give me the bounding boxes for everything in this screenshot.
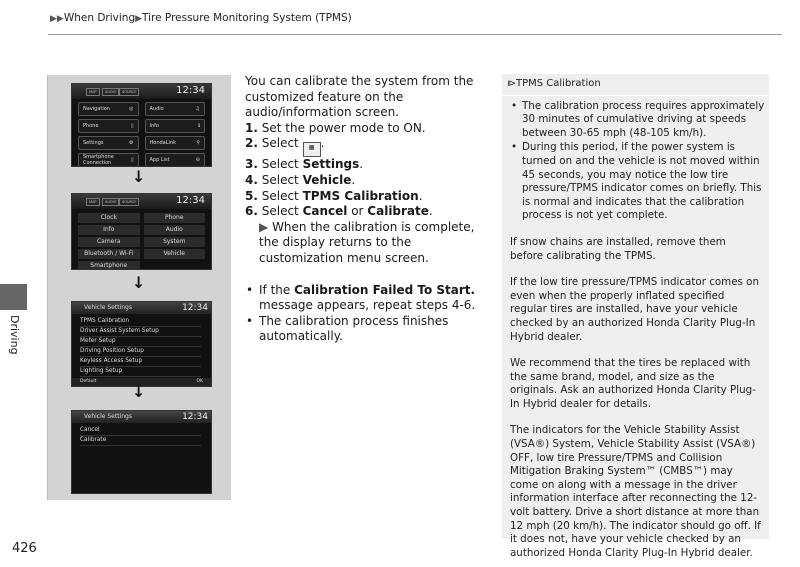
- step-number: 6.: [245, 204, 258, 219]
- page-number: 426: [12, 541, 37, 556]
- home-menu-icon: ⚲: [196, 140, 200, 146]
- map-chip: MAP: [86, 88, 100, 96]
- home-menu-button: [78, 136, 139, 150]
- step-bold: TPMS Calibration: [302, 188, 419, 203]
- settings-menu-grid: [78, 213, 205, 270]
- vehicle-settings-item: TPMS Calibration: [80, 317, 201, 327]
- screen-clock: 12:34: [182, 412, 208, 422]
- breadcrumb-section: When Driving: [63, 12, 136, 24]
- bullet-text: If the: [259, 282, 295, 297]
- note-arrow-icon: ▶: [259, 219, 269, 234]
- screen-clock: 12:34: [176, 85, 205, 96]
- screen-clock: 12:34: [176, 195, 205, 206]
- step-item: 4. Select Vehicle.: [245, 172, 356, 187]
- home-menu-icon: ▯: [130, 157, 134, 163]
- map-chip: MAP: [86, 198, 100, 206]
- note-bullet: • The calibration process requires approximately 30 minutes of cumulative driving at speeds between 30-65 mph (48-105 km/h).: [522, 100, 769, 141]
- home-menu-icon: ▯: [130, 123, 134, 129]
- step-item: 1. Set the power mode to ON.: [245, 120, 426, 135]
- step-number: 4.: [245, 172, 258, 187]
- note-bullets: [502, 100, 769, 223]
- bullet-text: message appears, repeat steps 4-6.: [259, 298, 476, 313]
- source-chip: SOURCE: [119, 88, 139, 96]
- home-menu-button: [145, 102, 206, 116]
- calibration-list: [72, 423, 211, 446]
- step-bold: Vehicle: [302, 172, 352, 187]
- vehicle-settings-item: Keyless Access Setup: [80, 357, 201, 367]
- vehicle-settings-item: Driving Position Setup: [80, 347, 201, 357]
- step-item: 5. Select TPMS Calibration.: [245, 188, 423, 203]
- settings-menu-item: Clock: [78, 213, 140, 223]
- home-menu-icon: ⚙: [129, 140, 134, 146]
- screens-figure: [48, 75, 231, 500]
- home-menu-icon: ♫: [195, 106, 200, 112]
- step-bold: Cancel: [302, 204, 348, 219]
- home-menu-label: Navigation: [83, 106, 110, 112]
- screen-topbar: [72, 194, 211, 209]
- vehicle-settings-item: Driver Assist System Setup: [80, 327, 201, 337]
- home-menu-label: Audio: [149, 106, 164, 112]
- step-bold: Settings: [302, 157, 360, 172]
- settings-menu-item: Bluetooth / Wi-Fi: [78, 249, 140, 259]
- calibration-screen: [71, 410, 212, 494]
- step-item: 2. Select ▦ .: [245, 136, 495, 157]
- calibration-option: Cancel: [80, 426, 201, 436]
- step-number: 1.: [245, 120, 258, 135]
- settings-menu-item: Info: [78, 225, 140, 235]
- home-menu-icon: ⊖: [195, 157, 200, 163]
- note-title-text: TPMS Calibration: [516, 78, 601, 89]
- vehicle-settings-item: Lighting Setup: [80, 367, 201, 377]
- vehicle-settings-header: [72, 411, 211, 423]
- home-menu-button: [78, 119, 139, 133]
- screen-topbar: [72, 84, 211, 99]
- home-screen: [71, 83, 212, 167]
- breadcrumb-arrow-icon: ▶: [135, 14, 143, 24]
- step-note: [245, 220, 495, 267]
- home-menu-button: [78, 153, 139, 167]
- home-menu-icon: ◎: [129, 106, 134, 112]
- home-menu-label: Smartphone Connection: [83, 154, 114, 166]
- home-menu-label: Settings: [83, 140, 104, 146]
- home-menu-grid: [78, 102, 205, 167]
- note-paragraph: The indicators for the Vehicle Stability Assist (VSA®) System, Vehicle Stability Assist (VSA®) OFF, low tire Pressure/TPMS and Collision Mitigation Braking System™ (CMBS™) may come on along with a message in the driver information interface after reconnecting the 12-volt battery. Drive a short distance at more than 12 mph (20 km/h). The indicator should go off. If it does not, have your vehicle checked by an authorized Honda Clarity Plug-In Hybrid dealer.: [510, 424, 761, 559]
- step-note-text: When the calibration is complete, the display returns to the customization menu screen.: [259, 219, 475, 265]
- side-note: [502, 74, 769, 559]
- bullet-finishes: • The calibration process finishes automatically.: [245, 314, 495, 345]
- home-button-icon: ▦: [303, 142, 321, 157]
- vehicle-settings-list: [72, 314, 211, 377]
- note-paragraph: If snow chains are installed, remove them before calibrating the TPMS.: [510, 235, 726, 262]
- settings-menu-item: Vehicle: [144, 249, 206, 259]
- vehicle-settings-title: Vehicle Settings: [84, 413, 132, 420]
- down-arrow-icon: ↓: [132, 167, 146, 186]
- step-number: 5.: [245, 188, 258, 203]
- breadcrumb-arrow-icon: ▶▶: [50, 14, 64, 24]
- home-menu-label: Phone: [83, 123, 99, 129]
- note-marker-icon: ⧐: [507, 79, 516, 89]
- note-title: [502, 74, 769, 95]
- audio-chip: AUDIO: [102, 198, 119, 206]
- home-menu-button: [145, 119, 206, 133]
- note-paragraph: If the low tire pressure/TPMS indicator comes on even when the properly inflated specified regular tires are installed, have your vehicle checked by an authorized Honda Clarity Plug-In Hybrid dealer.: [510, 276, 760, 343]
- vehicle-settings-header: [72, 302, 211, 314]
- intro-text: You can calibrate the system from the customized feature on the audio/information screen.: [245, 74, 474, 120]
- step-number: 2.: [245, 136, 258, 151]
- chapter-label: Driving: [8, 315, 21, 355]
- vehicle-settings-title: Vehicle Settings: [84, 304, 132, 311]
- steps-list: [245, 121, 495, 220]
- step-item: 3. Select Settings.: [245, 157, 364, 172]
- home-menu-button: [78, 102, 139, 116]
- breadcrumb: [50, 12, 352, 24]
- note-bullet: • During this period, if the power system is turned on and the vehicle is not moved within 45 seconds, you may notice the low tire pressure/TPMS indicator comes on briefly. This is normal and indicates that the calibration process is not yet complete.: [522, 141, 769, 223]
- breadcrumb-topic: Tire Pressure Monitoring System (TPMS): [142, 12, 352, 24]
- bullet-failed: [245, 283, 495, 314]
- settings-menu-item: Phone: [144, 213, 206, 223]
- header-divider: [48, 34, 782, 35]
- source-chip: SOURCE: [119, 198, 139, 206]
- step-item: 6. Select Cancel or Calibrate.: [245, 204, 433, 219]
- instructions: [245, 74, 495, 345]
- home-menu-label: App List: [149, 157, 170, 163]
- down-arrow-icon: ↓: [132, 273, 146, 292]
- vehicle-settings-screen: [71, 301, 212, 387]
- default-button: Default: [80, 379, 97, 384]
- note-paragraph: We recommend that the tires be replaced with the same brand, model, and size as the originals. Ask an authorized Honda Clarity Plug-In Hybrid dealer for details.: [510, 357, 756, 410]
- bullet-bold-text: Calibration Failed To Start.: [294, 282, 476, 297]
- settings-menu-item: Audio: [144, 225, 206, 235]
- calibration-option: Calibrate: [80, 436, 201, 446]
- step-number: 3.: [245, 157, 258, 172]
- step-bold: Calibrate: [367, 204, 429, 219]
- chapter-tab: [0, 284, 27, 310]
- note-paragraphs: [502, 236, 769, 560]
- home-menu-label: Info: [149, 123, 159, 129]
- home-menu-label: HondaLink: [149, 140, 176, 146]
- ok-button: OK: [196, 379, 203, 384]
- home-menu-icon: ℹ: [198, 123, 200, 129]
- settings-menu-item: System: [144, 237, 206, 247]
- settings-menu-item: Smartphone: [78, 261, 140, 270]
- down-arrow-icon: ↓: [132, 382, 146, 401]
- audio-chip: AUDIO: [102, 88, 119, 96]
- home-menu-button: [145, 136, 206, 150]
- settings-screen: [71, 193, 212, 270]
- home-menu-button: [145, 153, 206, 167]
- vehicle-settings-item: Meter Setup: [80, 337, 201, 347]
- screen-clock: 12:34: [182, 303, 208, 313]
- settings-menu-item: Camera: [78, 237, 140, 247]
